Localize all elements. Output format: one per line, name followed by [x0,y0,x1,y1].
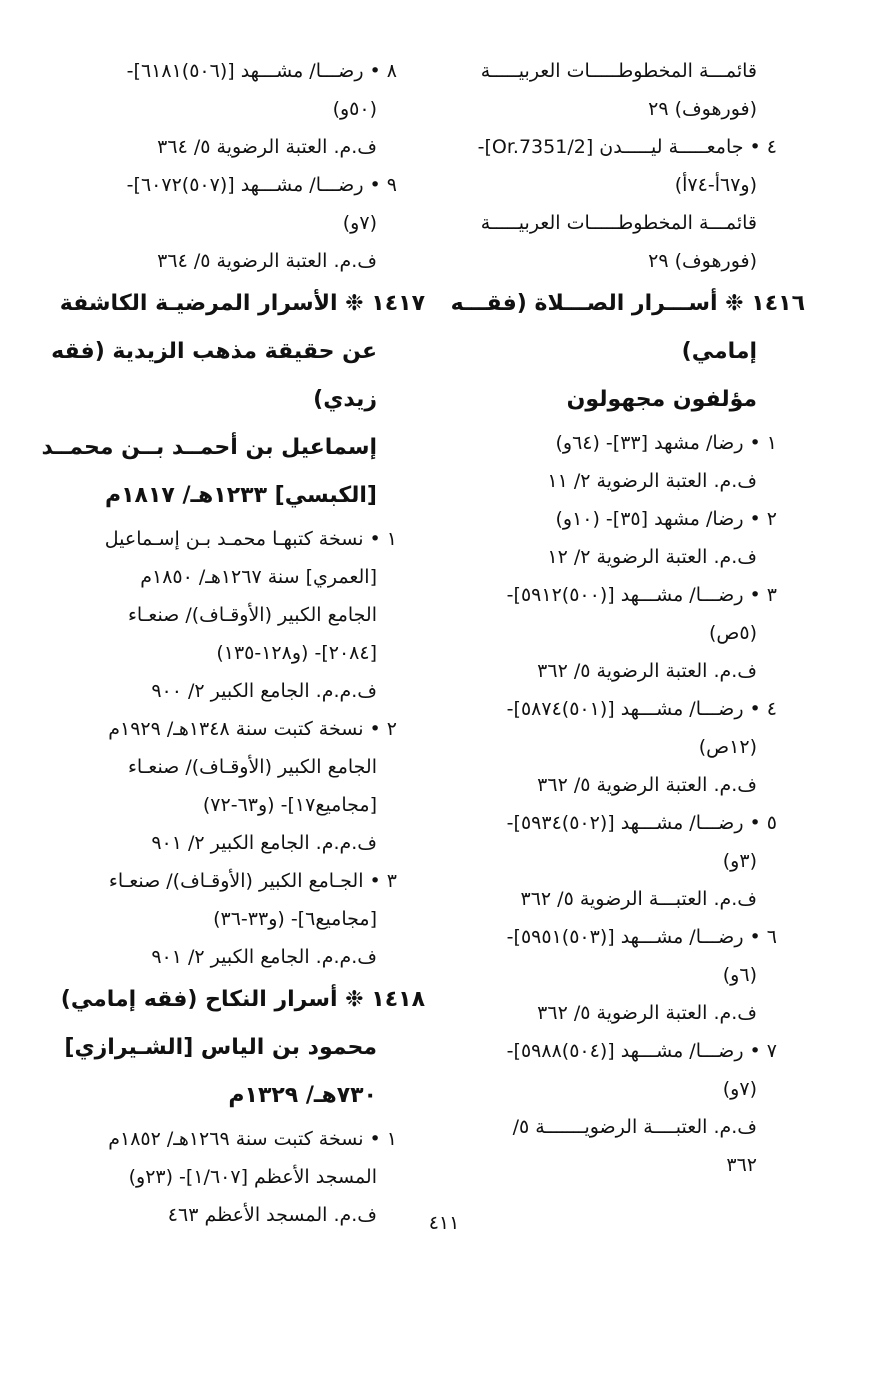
left-column-line: ١ • نسخة كتبهـا محمـد بـن إسـماعيل [104,528,397,550]
right-column-line: مؤلفون مجهولون [566,387,757,412]
right-column-line: ٤ • رضـــا/ مشـــهد [(٥٠١)٥٨٧٤]- [506,698,777,720]
right-column-line: (و٦٧أ-٧٤أ) [674,174,757,196]
left-column-line: محمود بن الياس [الشـيرازي] [64,1035,377,1060]
left-column-line: ١٤١٨ ❉ أسرار النكاح (فقه إمامي) [60,987,425,1012]
right-column-line: ١ • رضا/ مشهد [٣٣]- (٦٤و) [555,432,777,454]
left-column-line: ١ • نسخة كتبت سنة ١٢٦٩هـ/ ١٨٥٢م [108,1128,397,1150]
left-column-line: [مجاميع٦]- (و٣٣-٣٦) [213,908,377,930]
right-column-line: (١٢ص) [698,736,757,758]
left-column [41,52,425,1234]
right-column-line: (٦و) [722,964,757,986]
left-column-line: عن حقيقة مذهب الزيدية (فقه [51,339,377,364]
left-column-line: إسماعيل بن أحمــد بــن محمــد [41,435,377,460]
right-column-line: قائمـــة المخطوطـــــات العربيـــــة [480,212,757,234]
right-column-line: ٣ • رضـــا/ مشـــهد [(٥٠٠)٥٩١٢]- [506,584,777,606]
left-column-line: ف.م.م. الجامع الكبير ٢/ ٩٠١ [151,946,377,968]
right-column-line: (٧و) [722,1078,757,1100]
right-column-line: ٤ • جامعـــــة ليـــــدن [Or.7351/2]- [477,136,777,158]
left-column-line: ف.م.م. الجامع الكبير ٢/ ٩٠٠ [151,680,377,702]
left-column-line: ٣ • الجـامع الكبير (الأوقـاف)/ صنعـاء [108,870,397,892]
right-column-line: (فورهوف) ٢٩ [648,250,757,272]
right-column-line: ١٤١٦ ❉ أســـرار الصـــلاة (فقـــه [450,291,805,316]
left-column-line: [٢٠٨٤]- (و١٢٨-١٣٥) [216,642,377,664]
right-column-line: (٥ص) [708,622,757,644]
left-column-line: ٢ • نسخة كتبت سنة ١٣٤٨هـ/ ١٩٢٩م [108,718,397,740]
right-column-line: ف.م. العتبـــة الرضوية ٥/ ٣٦٢ [520,888,757,910]
page-number: ٤١١ [428,1212,460,1234]
right-column-line: إمامي) [681,339,757,364]
right-column [450,52,805,1184]
right-column-line: (فورهوف) ٢٩ [648,98,757,120]
right-column-line: ف.م. العتبة الرضوية ٥/ ٣٦٢ [537,1002,757,1024]
right-column-line: ف.م. العتبة الرضوية ٥/ ٣٦٢ [537,660,757,682]
left-column-line: ٩ • رضـــا/ مشـــهد [(٥٠٧)٦٠٧٢]- [126,174,397,196]
right-column-line: ٥ • رضـــا/ مشـــهد [(٥٠٢)٥٩٣٤]- [506,812,777,834]
right-column-line: ٧ • رضـــا/ مشـــهد [(٥٠٤)٥٩٨٨]- [506,1040,777,1062]
right-column-line: ف.م. العتبة الرضوية ٢/ ١١ [547,470,757,492]
right-column-line: (٣و) [722,850,757,872]
left-column-line: [مجاميع١٧]- (و٦٣-٧٢) [202,794,377,816]
left-column-line: الجامع الكبير (الأوقـاف)/ صنعـاء [127,604,377,626]
left-column-line: [الكبسي] ١٢٣٣هـ/ ١٨١٧م [104,483,377,508]
left-column-line: (٧و) [342,212,377,234]
right-column-line: ف.م. العتبة الرضوية ٥/ ٣٦٢ [537,774,757,796]
left-column-line: الجامع الكبير (الأوقـاف)/ صنعـاء [127,756,377,778]
right-column-line: ف.م. العتبــــة الرضويـــــــة ٥/ [512,1116,757,1138]
left-column-line: المسجد الأعظم [١/٦٠٧]- (٢٣و) [128,1166,377,1188]
left-column-line: ٨ • رضـــا/ مشـــهد [(٥٠٦)٦١٨١]- [126,60,397,82]
left-column-line: ف.م. العتبة الرضوية ٥/ ٣٦٤ [157,250,377,272]
left-column-line: ف.م. المسجد الأعظم ٤٦٣ [167,1204,377,1226]
left-column-line: (٥٠و) [332,98,377,120]
right-column-line: ٦ • رضـــا/ مشـــهد [(٥٠٣)٥٩٥١]- [506,926,777,948]
left-column-line: ف.م. العتبة الرضوية ٥/ ٣٦٤ [157,136,377,158]
left-column-line: ف.م.م. الجامع الكبير ٢/ ٩٠١ [151,832,377,854]
right-column-line: ٢ • رضا/ مشهد [٣٥]- (١٠و) [555,508,777,530]
right-column-line: ف.م. العتبة الرضوية ٢/ ١٢ [547,546,757,568]
right-column-line: قائمـــة المخطوطـــــات العربيـــــة [480,60,757,82]
left-column-line: [العمري] سنة ١٢٦٧هـ/ ١٨٥٠م [140,566,377,588]
left-column-line: ١٤١٧ ❉ الأسرار المرضيـة الكاشفة [59,291,425,316]
left-column-line: ٧٣٠هـ/ ١٣٢٩م [228,1083,377,1108]
left-column-line: زيدي) [313,387,377,412]
right-column-line: ٣٦٢ [726,1154,757,1176]
